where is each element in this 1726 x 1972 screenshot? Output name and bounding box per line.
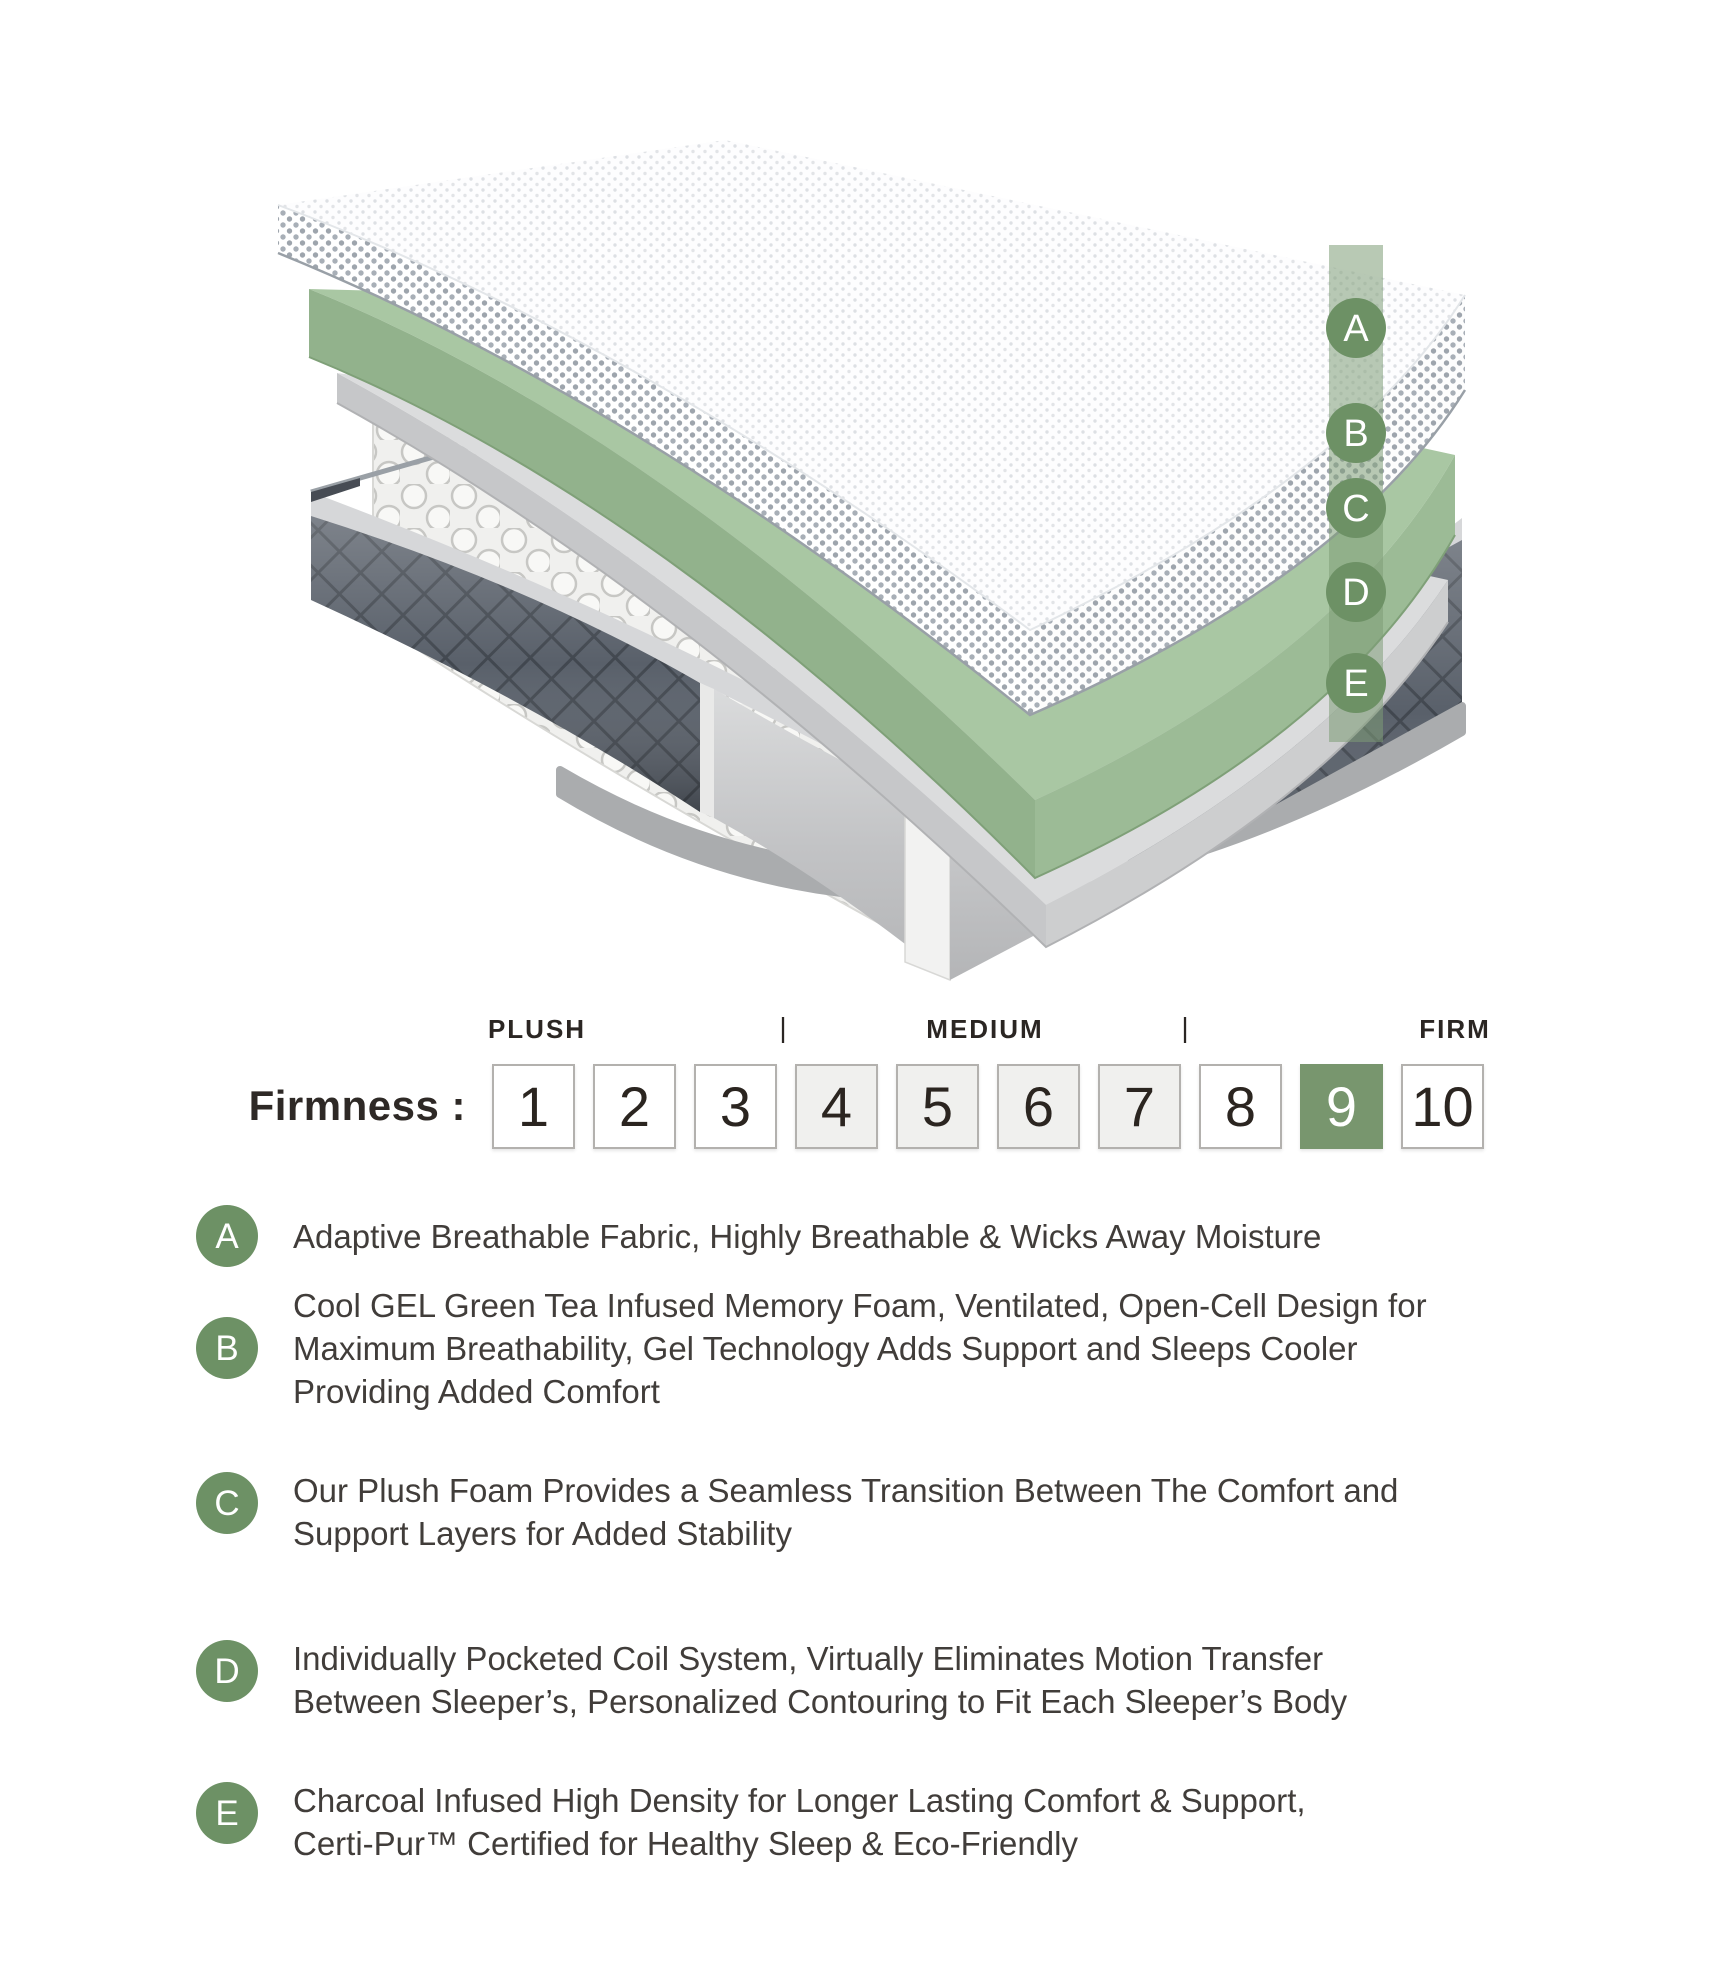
firmness-level-2: 2 bbox=[593, 1064, 676, 1149]
firmness-level-9: 9 bbox=[1300, 1064, 1383, 1149]
layer-badge-D bbox=[1326, 562, 1386, 622]
firmness-category-firm: FIRM bbox=[1419, 1014, 1491, 1044]
feature-text-D-line-1: Individually Pocketed Coil System, Virtually Eliminates Motion Transfer bbox=[293, 1640, 1324, 1677]
feature-text-C-line-1: Our Plush Foam Provides a Seamless Transition Between The Comfort and bbox=[293, 1472, 1399, 1509]
layer-badge-B-label: B bbox=[1343, 413, 1369, 455]
firmness-level-4: 4 bbox=[795, 1064, 878, 1149]
layer-badge-E-label: E bbox=[1343, 663, 1369, 705]
firmness-label: Firmness : bbox=[248, 1082, 466, 1129]
feature-text-E-line-1: Charcoal Infused High Density for Longer Lasting Comfort & Support, bbox=[293, 1782, 1306, 1819]
feature-text-B-line-2: Maximum Breathability, Gel Technology Adds Support and Sleeps Cooler bbox=[293, 1330, 1358, 1367]
firmness-category-separator: | bbox=[1181, 1012, 1189, 1043]
firmness-level-5: 5 bbox=[896, 1064, 979, 1149]
feature-text-D-line-2: Between Sleeper’s, Personalized Contouring to Fit Each Sleeper’s Body bbox=[293, 1683, 1348, 1720]
feature-text-B-line-3: Providing Added Comfort bbox=[293, 1373, 660, 1410]
layer-badge-D-label: D bbox=[1342, 572, 1370, 614]
firmness-level-3: 3 bbox=[694, 1064, 777, 1149]
feature-badge-D: D bbox=[196, 1640, 258, 1702]
layer-badge-A-label: A bbox=[1343, 308, 1369, 350]
feature-text-C-line-2: Support Layers for Added Stability bbox=[293, 1515, 792, 1552]
layer-badge-B bbox=[1326, 403, 1386, 463]
feature-badge-E: E bbox=[196, 1782, 258, 1844]
firmness-category-plush: PLUSH bbox=[487, 1014, 587, 1044]
feature-badge-C: C bbox=[196, 1472, 258, 1534]
layer-badge-C-label: C bbox=[1342, 488, 1370, 530]
layer-badge-A bbox=[1326, 298, 1386, 358]
firmness-level-6: 6 bbox=[997, 1064, 1080, 1149]
panel-cut-edge bbox=[700, 683, 714, 818]
firmness-level-10: 10 bbox=[1401, 1064, 1484, 1149]
feature-badge-A: A bbox=[196, 1205, 258, 1267]
layer-badge-E bbox=[1326, 653, 1386, 713]
firmness-level-8: 8 bbox=[1199, 1064, 1282, 1149]
feature-text-B-line-1: Cool GEL Green Tea Infused Memory Foam, Ventilated, Open-Cell Design for bbox=[293, 1287, 1427, 1324]
feature-badge-B: B bbox=[196, 1317, 258, 1379]
layer-callout-bar bbox=[1326, 245, 1386, 742]
firmness-category-separator: | bbox=[779, 1012, 787, 1043]
firmness-category-medium: MEDIUM bbox=[926, 1014, 1044, 1044]
layer-badge-C bbox=[1326, 478, 1386, 538]
firmness-level-1: 1 bbox=[492, 1064, 575, 1149]
base-corner-edge bbox=[311, 478, 360, 502]
feature-text-A-line-1: Adaptive Breathable Fabric, Highly Breathable & Wicks Away Moisture bbox=[293, 1218, 1322, 1255]
firmness-level-7: 7 bbox=[1098, 1064, 1181, 1149]
feature-text-E-line-2: Certi-Pur™ Certified for Healthy Sleep & Eco-Friendly bbox=[293, 1825, 1078, 1862]
